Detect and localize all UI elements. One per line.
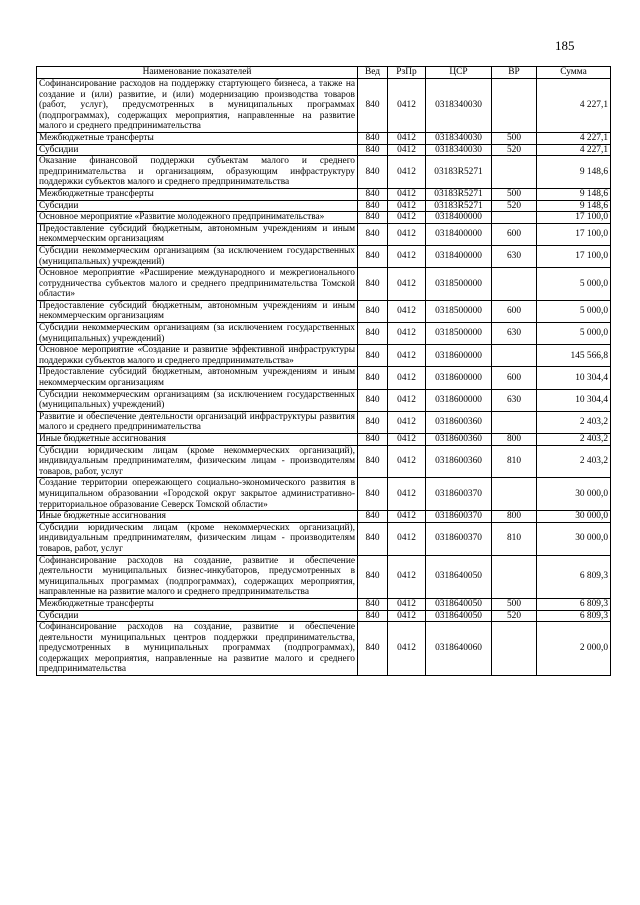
cell-name: Создание территории опережающего социально-экономического развития в муниципальном образовании «Городской округ закрытое административно-территориальное образование Северск Томской области»: [37, 478, 358, 511]
cell-ved: 840: [358, 389, 388, 411]
cell-name: Иные бюджетные ассигнования: [37, 434, 358, 446]
cell-vr: [492, 345, 537, 367]
cell-sum: 145 566,8: [537, 345, 611, 367]
cell-ved: 840: [358, 300, 388, 322]
cell-rzpr: 0412: [388, 200, 426, 212]
cell-rzpr: 0412: [388, 156, 426, 189]
cell-ved: 840: [358, 434, 388, 446]
cell-sum: 9 148,6: [537, 200, 611, 212]
cell-ved: 840: [358, 144, 388, 156]
header-csr: ЦСР: [426, 67, 492, 79]
table-row: [37, 132, 611, 144]
cell-vr: [492, 268, 537, 301]
cell-csr: 0318600000: [426, 345, 492, 367]
table-row: [37, 389, 611, 411]
cell-rzpr: 0412: [388, 367, 426, 389]
cell-sum: 5 000,0: [537, 323, 611, 345]
cell-csr: 0318640060: [426, 622, 492, 676]
cell-name: Субсидии юридическим лицам (кроме некоммерческих организаций), индивидуальным предпринимателям, физическим лицам - производителям товаров, работ, услуг: [37, 445, 358, 478]
cell-vr: 800: [492, 434, 537, 446]
cell-sum: 17 100,0: [537, 212, 611, 224]
cell-csr: 0318500000: [426, 323, 492, 345]
table-row: [37, 434, 611, 446]
cell-sum: 17 100,0: [537, 223, 611, 245]
cell-sum: 30 000,0: [537, 511, 611, 523]
cell-rzpr: 0412: [388, 555, 426, 598]
table-row: [37, 156, 611, 189]
cell-csr: 0318600000: [426, 389, 492, 411]
cell-name: Межбюджетные трансферты: [37, 598, 358, 610]
cell-sum: 17 100,0: [537, 245, 611, 267]
cell-name: Субсидии: [37, 144, 358, 156]
cell-rzpr: 0412: [388, 411, 426, 433]
cell-ved: 840: [358, 212, 388, 224]
cell-ved: 840: [358, 200, 388, 212]
cell-sum: 10 304,4: [537, 367, 611, 389]
cell-csr: 03183R5271: [426, 156, 492, 189]
cell-name: Софинансирование расходов на поддержку стартующего бизнеса, а также на создание и (или) развитие, и (или) модернизацию производства товаров (работ, услуг), предусмотренных в муниципальных программах (подпрограммах), содержащих мероприятия, направленные на развитие малого и среднего предпринимательства: [37, 79, 358, 133]
cell-name: Межбюджетные трансферты: [37, 188, 358, 200]
cell-name: Иные бюджетные ассигнования: [37, 511, 358, 523]
cell-rzpr: 0412: [388, 212, 426, 224]
cell-ved: 840: [358, 323, 388, 345]
header-sum: Сумма: [537, 67, 611, 79]
table-row: [37, 323, 611, 345]
cell-sum: 4 227,1: [537, 79, 611, 133]
cell-ved: 840: [358, 478, 388, 511]
table-row: [37, 522, 611, 555]
cell-sum: 6 809,3: [537, 555, 611, 598]
cell-name: Предоставление субсидий бюджетным, автономным учреждениям и иным некоммерческим организациям: [37, 367, 358, 389]
cell-vr: 520: [492, 610, 537, 622]
cell-rzpr: 0412: [388, 478, 426, 511]
cell-ved: 840: [358, 268, 388, 301]
header-name: Наименование показателей: [37, 67, 358, 79]
cell-csr: 0318600000: [426, 367, 492, 389]
cell-csr: 03183R5271: [426, 200, 492, 212]
table-row: [37, 511, 611, 523]
table-row: [37, 622, 611, 676]
cell-vr: 600: [492, 367, 537, 389]
cell-name: Субсидии: [37, 200, 358, 212]
cell-csr: 0318400000: [426, 212, 492, 224]
table-row: [37, 555, 611, 598]
header-ved: Вед: [358, 67, 388, 79]
cell-csr: 0318640050: [426, 598, 492, 610]
cell-vr: [492, 79, 537, 133]
table-row: [37, 445, 611, 478]
cell-name: Оказание финансовой поддержки субъектам малого и среднего предпринимательства и организациям, образующим инфраструктуру поддержки субъектов малого и среднего предпринимательства: [37, 156, 358, 189]
cell-ved: 840: [358, 223, 388, 245]
cell-ved: 840: [358, 188, 388, 200]
cell-csr: 0318340030: [426, 79, 492, 133]
table-row: [37, 345, 611, 367]
cell-ved: 840: [358, 522, 388, 555]
cell-csr: 03183R5271: [426, 188, 492, 200]
table-row: [37, 367, 611, 389]
cell-csr: 0318400000: [426, 245, 492, 267]
cell-rzpr: 0412: [388, 188, 426, 200]
cell-name: Основное мероприятие «Развитие молодежного предпринимательства»: [37, 212, 358, 224]
table-row: [37, 268, 611, 301]
page-number: 185: [555, 38, 575, 53]
cell-name: Субсидии некоммерческим организациям (за исключением государственных (муниципальных) учреждений): [37, 323, 358, 345]
cell-ved: 840: [358, 610, 388, 622]
cell-ved: 840: [358, 598, 388, 610]
cell-rzpr: 0412: [388, 245, 426, 267]
cell-name: Софинансирование расходов на создание, развитие и обеспечение деятельности муниципальных центров поддержки предпринимательства, предусмотренных в муниципальных программах (подпрограммах), содержащих мероприятия, направленные на развитие малого и среднего предпринимательства: [37, 622, 358, 676]
cell-sum: 4 227,1: [537, 132, 611, 144]
cell-vr: [492, 212, 537, 224]
cell-rzpr: 0412: [388, 445, 426, 478]
table-row: [37, 144, 611, 156]
table-row: [37, 188, 611, 200]
cell-rzpr: 0412: [388, 268, 426, 301]
cell-csr: 0318600360: [426, 411, 492, 433]
cell-vr: [492, 156, 537, 189]
cell-vr: 630: [492, 245, 537, 267]
cell-ved: 840: [358, 511, 388, 523]
table-row: [37, 245, 611, 267]
cell-rzpr: 0412: [388, 598, 426, 610]
cell-csr: 0318600360: [426, 445, 492, 478]
cell-vr: 500: [492, 132, 537, 144]
cell-sum: 9 148,6: [537, 188, 611, 200]
budget-table: [36, 66, 611, 676]
cell-rzpr: 0412: [388, 389, 426, 411]
table-row: [37, 610, 611, 622]
cell-sum: 5 000,0: [537, 268, 611, 301]
cell-sum: 6 809,3: [537, 610, 611, 622]
cell-vr: 810: [492, 445, 537, 478]
cell-ved: 840: [358, 79, 388, 133]
cell-rzpr: 0412: [388, 300, 426, 322]
cell-vr: 520: [492, 144, 537, 156]
cell-name: Основное мероприятие «Создание и развитие эффективной инфраструктуры поддержки субъектов малого и среднего предпринимательства»: [37, 345, 358, 367]
cell-ved: 840: [358, 555, 388, 598]
cell-vr: 810: [492, 522, 537, 555]
cell-name: Межбюджетные трансферты: [37, 132, 358, 144]
cell-ved: 840: [358, 411, 388, 433]
cell-sum: 30 000,0: [537, 478, 611, 511]
cell-vr: 800: [492, 511, 537, 523]
cell-csr: 0318600360: [426, 434, 492, 446]
cell-vr: 520: [492, 200, 537, 212]
cell-name: Субсидии некоммерческим организациям (за исключением государственных (муниципальных) учреждений): [37, 389, 358, 411]
table-row: [37, 598, 611, 610]
cell-sum: 2 403,2: [537, 411, 611, 433]
cell-ved: 840: [358, 245, 388, 267]
cell-rzpr: 0412: [388, 610, 426, 622]
cell-name: Предоставление субсидий бюджетным, автономным учреждениям и иным некоммерческим организациям: [37, 223, 358, 245]
cell-rzpr: 0412: [388, 522, 426, 555]
cell-vr: 630: [492, 323, 537, 345]
cell-rzpr: 0412: [388, 323, 426, 345]
cell-sum: 2 000,0: [537, 622, 611, 676]
cell-sum: 2 403,2: [537, 445, 611, 478]
cell-vr: [492, 622, 537, 676]
cell-csr: 0318500000: [426, 268, 492, 301]
cell-rzpr: 0412: [388, 223, 426, 245]
table-body: [37, 79, 611, 676]
cell-sum: 6 809,3: [537, 598, 611, 610]
cell-rzpr: 0412: [388, 132, 426, 144]
cell-rzpr: 0412: [388, 511, 426, 523]
cell-sum: 2 403,2: [537, 434, 611, 446]
table-row: [37, 212, 611, 224]
cell-csr: 0318640050: [426, 610, 492, 622]
table-row: [37, 223, 611, 245]
cell-rzpr: 0412: [388, 345, 426, 367]
cell-ved: 840: [358, 367, 388, 389]
cell-csr: 0318600370: [426, 522, 492, 555]
table-row: [37, 300, 611, 322]
cell-ved: 840: [358, 622, 388, 676]
cell-vr: [492, 411, 537, 433]
cell-vr: 600: [492, 300, 537, 322]
cell-vr: 630: [492, 389, 537, 411]
cell-csr: 0318500000: [426, 300, 492, 322]
table-row: [37, 411, 611, 433]
cell-vr: 600: [492, 223, 537, 245]
cell-ved: 840: [358, 132, 388, 144]
header-vr: ВР: [492, 67, 537, 79]
cell-rzpr: 0412: [388, 434, 426, 446]
table-row: [37, 200, 611, 212]
cell-rzpr: 0412: [388, 144, 426, 156]
cell-name: Субсидии: [37, 610, 358, 622]
cell-rzpr: 0412: [388, 622, 426, 676]
cell-ved: 840: [358, 445, 388, 478]
cell-name: Предоставление субсидий бюджетным, автономным учреждениям и иным некоммерческим организациям: [37, 300, 358, 322]
cell-name: Субсидии некоммерческим организациям (за исключением государственных (муниципальных) учреждений): [37, 245, 358, 267]
cell-ved: 840: [358, 345, 388, 367]
cell-sum: 30 000,0: [537, 522, 611, 555]
cell-csr: 0318640050: [426, 555, 492, 598]
cell-sum: 10 304,4: [537, 389, 611, 411]
cell-csr: 0318600370: [426, 511, 492, 523]
table-row: [37, 79, 611, 133]
cell-vr: [492, 478, 537, 511]
cell-vr: 500: [492, 188, 537, 200]
cell-sum: 5 000,0: [537, 300, 611, 322]
cell-sum: 9 148,6: [537, 156, 611, 189]
table-header-row: [37, 67, 611, 79]
cell-ved: 840: [358, 156, 388, 189]
cell-csr: 0318340030: [426, 144, 492, 156]
cell-rzpr: 0412: [388, 79, 426, 133]
table-row: [37, 478, 611, 511]
cell-name: Субсидии юридическим лицам (кроме некоммерческих организаций), индивидуальным предпринимателям, физическим лицам - производителям товаров, работ, услуг: [37, 522, 358, 555]
cell-csr: 0318400000: [426, 223, 492, 245]
cell-vr: [492, 555, 537, 598]
cell-csr: 0318340030: [426, 132, 492, 144]
cell-csr: 0318600370: [426, 478, 492, 511]
header-rzpr: РзПр: [388, 67, 426, 79]
cell-name: Развитие и обеспечение деятельности организаций инфраструктуры развития малого и среднего предпринимательства: [37, 411, 358, 433]
cell-name: Основное мероприятие «Расширение международного и межрегионального сотрудничества субъектов малого и среднего предпринимательства Томской области»: [37, 268, 358, 301]
cell-name: Софинансирование расходов на создание, развитие и обеспечение деятельности муниципальных бизнес-инкубаторов, предусмотренных в муниципальных программах (подпрограммах), содержащих мероприятия, направленные на развитие малого и среднего предпринимательства: [37, 555, 358, 598]
cell-vr: 500: [492, 598, 537, 610]
cell-sum: 4 227,1: [537, 144, 611, 156]
